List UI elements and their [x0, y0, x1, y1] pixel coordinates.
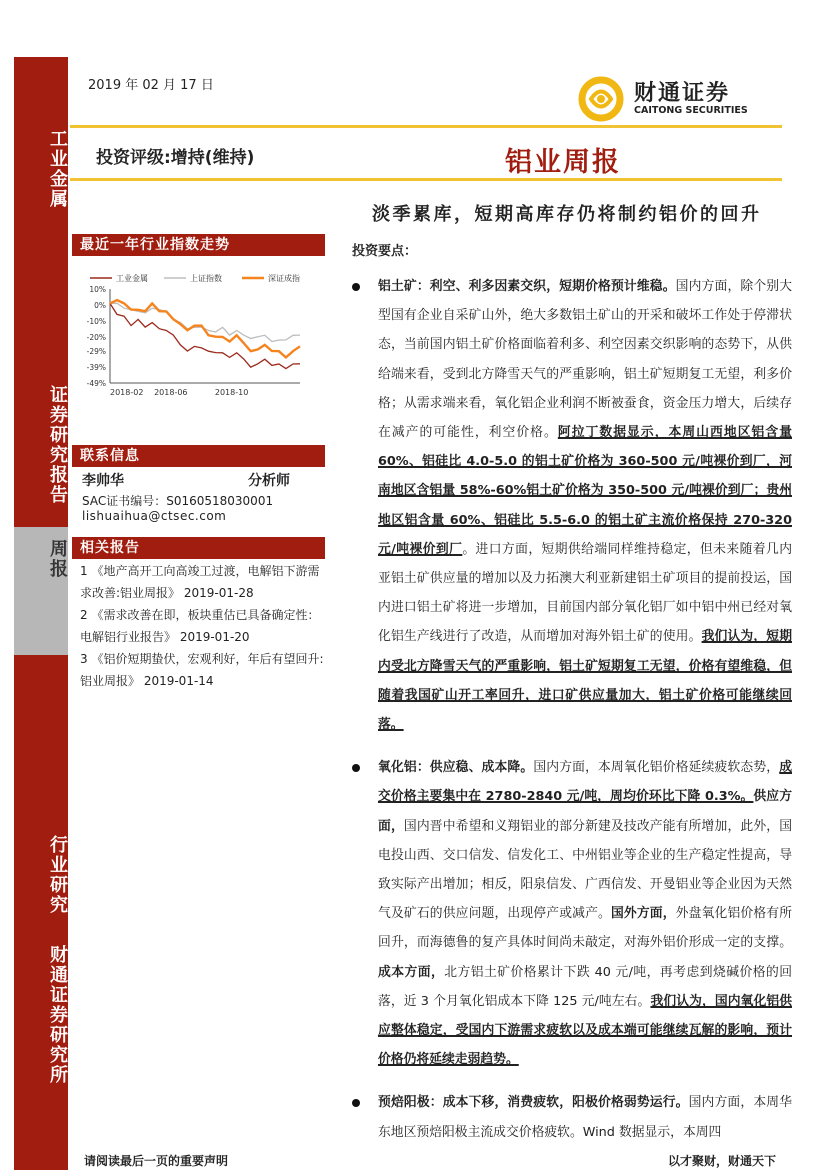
key-points-list: [352, 272, 792, 1161]
report-type-title: 铝业周报: [505, 147, 621, 178]
sidebar-top: [14, 57, 68, 527]
report-date: 2019 年 02 月 17 日: [88, 78, 214, 93]
analyst-role: 分析师: [248, 473, 290, 489]
sidebar-research-label: 行业研究: [47, 835, 68, 915]
point-text: 国内晋中希望和义翔铝业的部分新建及技改产能有所增加，此外，国电投山西、交口信发、信发化工、中州铝业等企业的生产稳定性提高，导致实际产出增加；相反，阳泉信发、广西信发、开曼铝业等企业因为天然气及矿石的供应问题，出现停产或减产。: [378, 818, 793, 922]
sidebar-report-label: 证券研究报告: [47, 385, 68, 505]
related-report-item[interactable]: 2 《需求改善在即，板块重估已具备确定性：电解铝行业报告》 2019-01-20: [80, 608, 320, 644]
key-points-title: 投资要点：: [352, 244, 418, 259]
point-text: 外盘氧化铝价格有所回升，而海德鲁的复产具体时间尚未敲定，对海外铝价形成一定的支撑。: [378, 906, 793, 951]
header-divider-top: [70, 125, 782, 128]
sac-certificate: SAC证书编号：S0160518030001: [82, 494, 274, 508]
legend-label: 上证指数: [190, 274, 222, 283]
contact-section-header: 联系信息: [72, 445, 325, 467]
chart-section-header: 最近一年行业指数走势: [72, 234, 325, 256]
logo-en-text: CAITONG SECURITIES: [634, 105, 748, 116]
y-tick-label: 10%: [89, 285, 106, 294]
sidebar-institute-label: 财通证券研究所: [47, 945, 68, 1085]
legend-label: 工业金属: [116, 274, 148, 283]
x-tick-label: 2018-02: [110, 388, 144, 397]
report-headline: 淡季累库，短期高库存仍将制约铝价的回升: [372, 204, 762, 225]
point-text: 国内方面，本周华东地区预焙阳极主流成交价格疲软。Wind 数据显示，本周四: [378, 1095, 793, 1140]
logo-cn-text: 财通证券: [634, 81, 731, 106]
header-divider-bottom: [70, 178, 782, 181]
point-text: 北方铝土矿价格累计下跌 40 元/吨，再考虑到烧碱价格的回落，近 3 个月氧化铝成本下降 125 元/吨左右。: [378, 964, 793, 1009]
x-tick-label: 2018-06: [154, 388, 188, 397]
point-text: 国内方面，本周氧化铝价格延续疲软态势，: [533, 760, 780, 776]
analyst-email[interactable]: lishuaihua@ctsec.com: [82, 509, 227, 523]
point-text: 。进口方面，短期供给端同样维持稳定，但未来随着几内亚铝土矿供应量的增加以及力拓澳大利亚新建铝土矿项目的提前投运，国内进口铝土矿将进一步增加，目前国内部分氧化铝厂如中铝中州已经对氧化铝生产线进行了改造，从而增加对海外铝土矿的使用。: [378, 541, 792, 645]
y-tick-label: 0%: [94, 300, 106, 310]
y-tick-label: -10%: [86, 316, 106, 326]
bullet-icon: [352, 283, 360, 291]
y-tick-label: -39%: [86, 363, 106, 373]
sidebar-weekly-label: 周报: [47, 539, 68, 579]
key-point: [352, 272, 792, 739]
legend-label: 深证成指: [268, 274, 300, 283]
point-highlight: 我们认为，短期内受北方降雪天气的严重影响，铝土矿短期复工无望，价格有望维稳，但随着我国矿山开工率回升，进口矿供应量加大，铝土矿价格可能继续回落。: [378, 629, 793, 733]
sidebar-industry-label: 工业金属: [47, 129, 68, 209]
footer-slogan: 以才聚财，财通天下: [668, 1154, 777, 1168]
analyst-name: 李帅华: [82, 473, 124, 489]
point-heading: 国外方面，: [610, 906, 676, 922]
related-report-item[interactable]: 3 《铝价短期蛰伏，宏观利好，年后有望回升:铝业周报》 2019-01-14: [80, 652, 324, 688]
x-tick-label: 2018-10: [214, 388, 249, 397]
point-highlight: 我们认为，国内氧化铝供应整体稳定，受国内下游需求疲软以及成本端可能继续瓦解的影响，预计价格仍将延续走弱趋势。: [378, 993, 792, 1068]
investment-rating: 投资评级:增持(维持): [96, 148, 255, 168]
point-highlight: 阿拉丁数据显示，本周山西地区铝含量 60%、铝硅比 4.0-5.0 的铝土矿价格为 360-500 元/吨裸价到厂，河南地区含铝量 58%-60%铝土矿价格为 350-500 元/吨裸价到厂；贵州地区铝含量 60%、铝硅比 5.5-6.0 的铝土矿主流价格保持 270-320 元/吨裸价到厂: [378, 425, 793, 557]
y-tick-label: -20%: [86, 332, 106, 342]
point-heading: 供应方面，: [378, 789, 792, 834]
related-report-item[interactable]: 1 《地产高开工向高竣工过渡，电解铝下游需求改善:铝业周报》 2019-01-28: [80, 564, 320, 600]
company-logo: [578, 76, 768, 122]
point-heading: 成本方面，: [378, 964, 445, 980]
series-line-industrial-metals: [110, 303, 300, 368]
y-tick-label: -29%: [86, 347, 106, 357]
related-section-header: 相关报告: [72, 537, 325, 559]
series-line-shenzhen-index: [110, 300, 300, 357]
y-tick-label: -49%: [86, 379, 106, 388]
footer-disclaimer: 请阅读最后一页的重要声明: [84, 1154, 229, 1168]
point-text: 国内方面，除个别大型国有企业自采矿山外，绝大多数铝土矿山的开采和破坏工作处于停滞状态，当前国内铝土矿价格面临着利多、利空因素交织影响的态势下，从供给端来看，受到北方降雪天气的严重影响，铝土矿短期复工无望，利多价格；从需求端来看，氧化铝企业利润不断被蚕食，资金压力增大，后续存在减产的可能性，利空价格。: [378, 279, 793, 441]
point-heading: 铝土矿：利空、利多因素交织，短期价格预计维稳。: [378, 279, 676, 294]
sidebar-bottom: [14, 655, 68, 1170]
bullet-icon: [352, 764, 360, 772]
key-point: [352, 1088, 792, 1146]
bullet-icon: [352, 1099, 360, 1107]
point-heading: 预焙阳极：成本下移，消费疲软，阳极价格弱势运行。: [378, 1095, 689, 1111]
point-heading: 氧化铝：供应稳、成本降。: [378, 760, 534, 776]
sidebar-weekly: [14, 527, 68, 655]
point-highlight: 成交价格主要集中在 2780-2840 元/吨，周均价环比下降 0.3%。: [378, 760, 793, 805]
logo-emblem-icon: [578, 76, 624, 122]
industry-index-chart: [72, 264, 312, 404]
related-reports-list: [80, 560, 325, 692]
key-point: [352, 753, 792, 1074]
